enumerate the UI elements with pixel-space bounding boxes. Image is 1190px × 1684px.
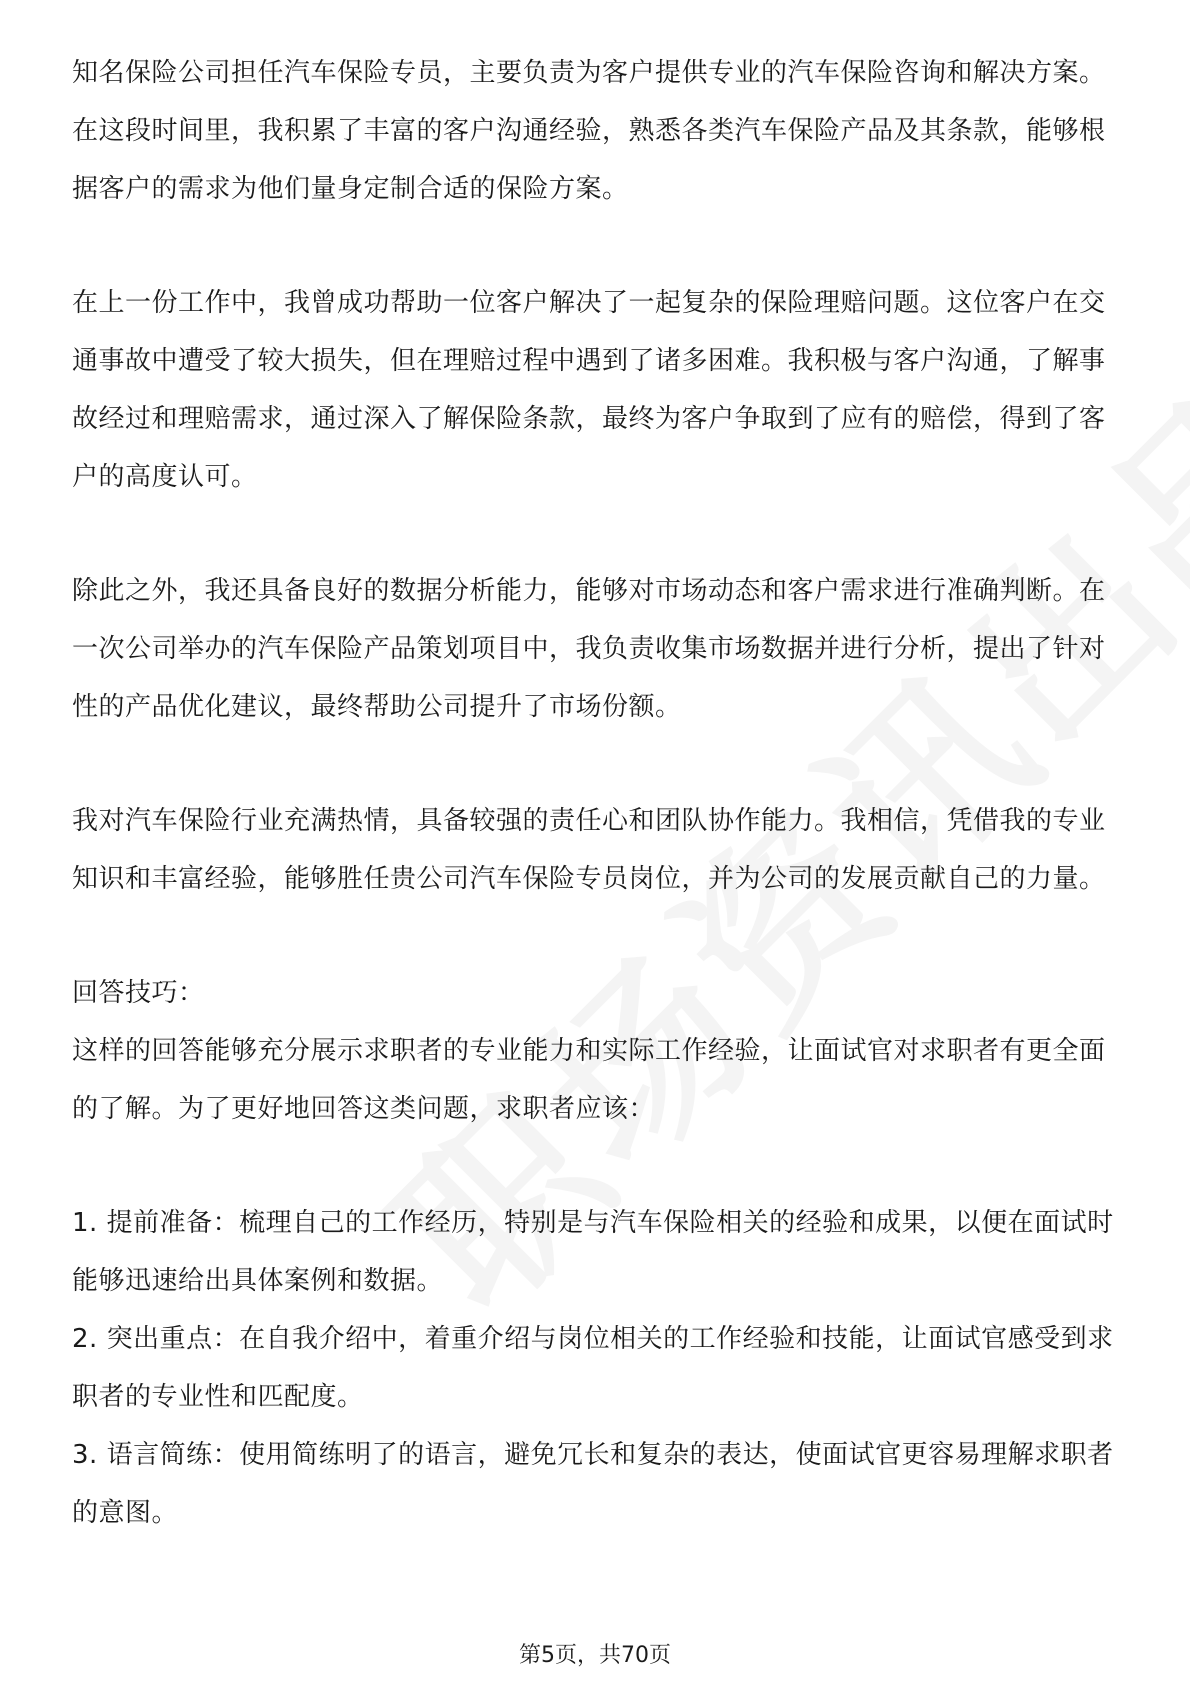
paragraph-claim-case: 在上一份工作中，我曾成功帮助一位客户解决了一起复杂的保险理赔问题。这位客户在交通事故中遭受了较大损失，但在理赔过程中遇到了诸多困难。我积极与客户沟通，了解事故经过和理赔需求，通过深入了解保险条款，最终为客户争取到了应有的赔偿，得到了客户的高度认可。: [72, 288, 1106, 492]
document-body: [72, 44, 1122, 1542]
paragraph-motivation: 我对汽车保险行业充满热情，具备较强的责任心和团队协作能力。我相信，凭借我的专业知识和丰富经验，能够胜任贵公司汽车保险专员岗位，并为公司的发展贡献自己的力量。: [72, 806, 1106, 894]
tip-item-3: 3. 语言简练：使用简练明了的语言，避免冗长和复杂的表达，使面试官更容易理解求职者的意图。: [72, 1440, 1114, 1528]
paragraph-experience: 知名保险公司担任汽车保险专员，主要负责为客户提供专业的汽车保险咨询和解决方案。在这段时间里，我积累了丰富的客户沟通经验，熟悉各类汽车保险产品及其条款，能够根据客户的需求为他们量身定制合适的保险方案。: [72, 58, 1106, 204]
tip-item-1: 1. 提前准备：梳理自己的工作经历，特别是与汽车保险相关的经验和成果，以便在面试时能够迅速给出具体案例和数据。: [72, 1208, 1114, 1296]
tips-heading: 回答技巧：: [72, 978, 205, 1008]
tip-item-2: 2. 突出重点：在自我介绍中，着重介绍与岗位相关的工作经验和技能，让面试官感受到求职者的专业性和匹配度。: [72, 1324, 1114, 1412]
page-number: 第5页，共70页: [519, 1643, 671, 1668]
paragraph-data-analysis: 除此之外，我还具备良好的数据分析能力，能够对市场动态和客户需求进行准确判断。在一次公司举办的汽车保险产品策划项目中，我负责收集市场数据并进行分析，提出了针对性的产品优化建议，最终帮助公司提升了市场份额。: [72, 576, 1106, 722]
tips-intro: 这样的回答能够充分展示求职者的专业能力和实际工作经验，让面试官对求职者有更全面的了解。为了更好地回答这类问题，求职者应该：: [72, 1036, 1106, 1124]
